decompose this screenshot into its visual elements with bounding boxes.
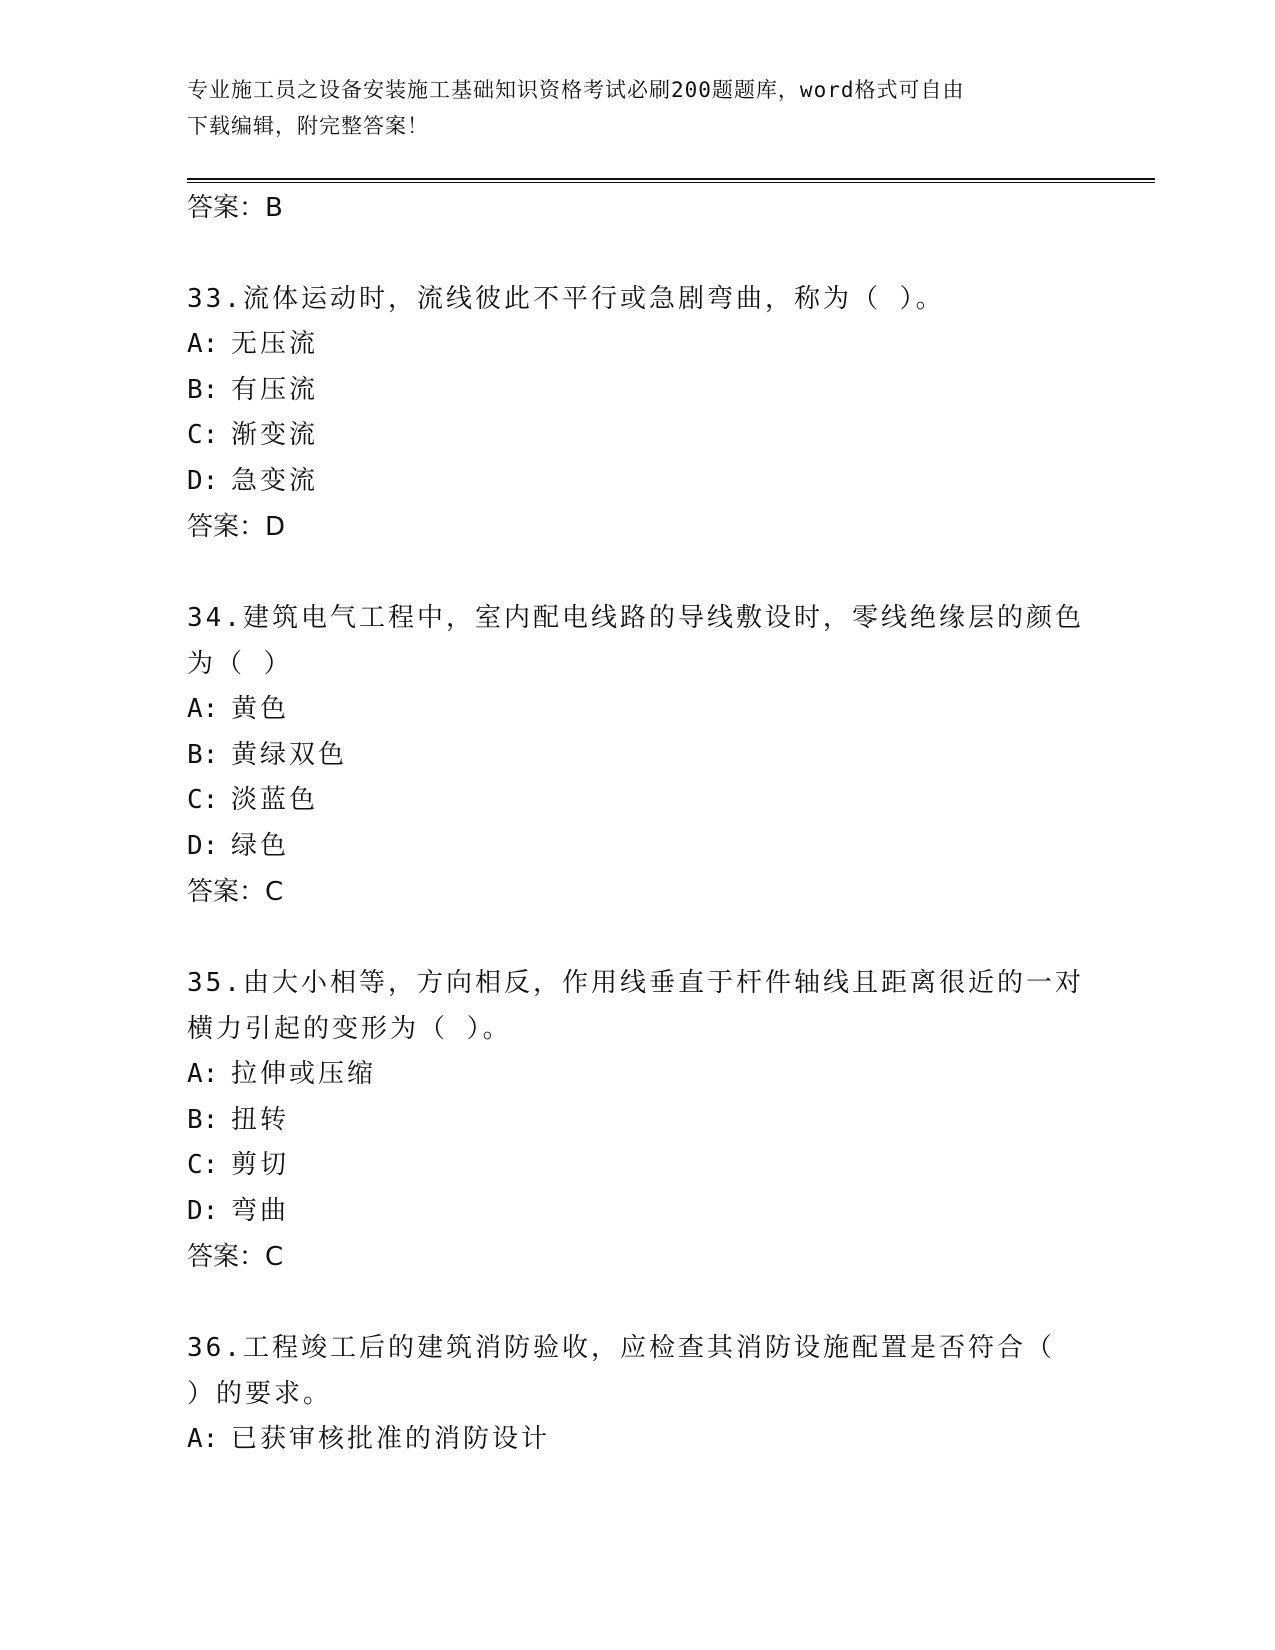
- option-letter: A:: [187, 1424, 219, 1454]
- question-block: [187, 276, 1087, 550]
- answer-line: 答案：D: [187, 512, 286, 542]
- header-line-1: 专业施工员之设备安装施工基础知识资格考试必刷200题题库，word格式可自由: [187, 78, 965, 102]
- option-text: 黄绿双色: [231, 739, 348, 770]
- option-text: 淡蓝色: [231, 785, 319, 815]
- option-letter: A:: [187, 1059, 219, 1089]
- option-letter: A:: [187, 694, 219, 724]
- answer-option: [187, 322, 1087, 368]
- answer-line: 答案：C: [187, 1242, 284, 1272]
- answer-line: 答案：B: [187, 193, 283, 223]
- option-text: 黄色: [231, 694, 290, 724]
- option-letter: B:: [187, 374, 219, 405]
- question-stem-line: ）的要求。: [187, 1379, 333, 1409]
- option-letter: A:: [187, 329, 219, 359]
- option-text: 急变流: [231, 465, 319, 496]
- answer-option: [187, 1098, 1087, 1144]
- question-list: [187, 185, 1087, 1463]
- question-spacer: [187, 915, 1087, 960]
- header-line-2: 下载编辑，附完整答案！: [187, 114, 429, 138]
- question-block: [187, 595, 1087, 915]
- option-text: 扭转: [231, 1104, 290, 1135]
- option-text: 剪切: [231, 1150, 290, 1180]
- option-letter: B:: [187, 1104, 219, 1135]
- answer-option: [187, 368, 1087, 414]
- option-text: 无压流: [231, 329, 319, 359]
- question-spacer: [187, 1280, 1087, 1325]
- answer-option: [187, 1417, 1087, 1463]
- option-letter: B:: [187, 739, 219, 770]
- question-stem-line: 横力引起的变形为（ ）。: [187, 1014, 512, 1044]
- option-text: 有压流: [231, 374, 319, 405]
- question-block: [187, 960, 1087, 1280]
- option-text: 已获审核批准的消防设计: [231, 1424, 551, 1454]
- answer-option: [187, 413, 1087, 459]
- option-letter: D:: [187, 830, 219, 861]
- option-text: 渐变流: [231, 420, 319, 450]
- option-letter: D:: [187, 1195, 219, 1226]
- question-stem-line: 33.流体运动时，流线彼此不平行或急剧弯曲，称为（ ）。: [187, 284, 945, 314]
- questions-container: [187, 231, 1087, 1463]
- answer-option: [187, 687, 1087, 733]
- question-block: [187, 1325, 1087, 1463]
- question-stem-line: 34.建筑电气工程中，室内配电线路的导线敷设时，零线绝缘层的颜色: [187, 603, 1084, 633]
- header-divider: [187, 178, 1155, 183]
- answer-line: 答案：C: [187, 877, 284, 907]
- answer-option: [187, 1052, 1087, 1098]
- question-spacer: [187, 550, 1087, 595]
- answer-option: [187, 459, 1087, 505]
- option-text: 绿色: [231, 830, 290, 861]
- question-stem-line: 为（ ）: [187, 649, 293, 679]
- question-spacer: [187, 231, 1087, 276]
- document-header: [187, 72, 1067, 144]
- option-text: 拉伸或压缩: [231, 1059, 377, 1089]
- answer-option: [187, 733, 1087, 779]
- option-letter: D:: [187, 465, 219, 496]
- answer-option: [187, 1189, 1087, 1235]
- question-stem-line: 35.由大小相等，方向相反，作用线垂直于杆件轴线且距离很近的一对: [187, 968, 1084, 998]
- question-stem-line: 36.工程竣工后的建筑消防验收，应检查其消防设施配置是否符合（: [187, 1333, 1055, 1363]
- option-letter: C:: [187, 785, 219, 815]
- option-letter: C:: [187, 420, 219, 450]
- option-letter: C:: [187, 1150, 219, 1180]
- answer-option: [187, 824, 1087, 870]
- option-text: 弯曲: [231, 1195, 290, 1226]
- answer-option: [187, 1143, 1087, 1189]
- answer-option: [187, 778, 1087, 824]
